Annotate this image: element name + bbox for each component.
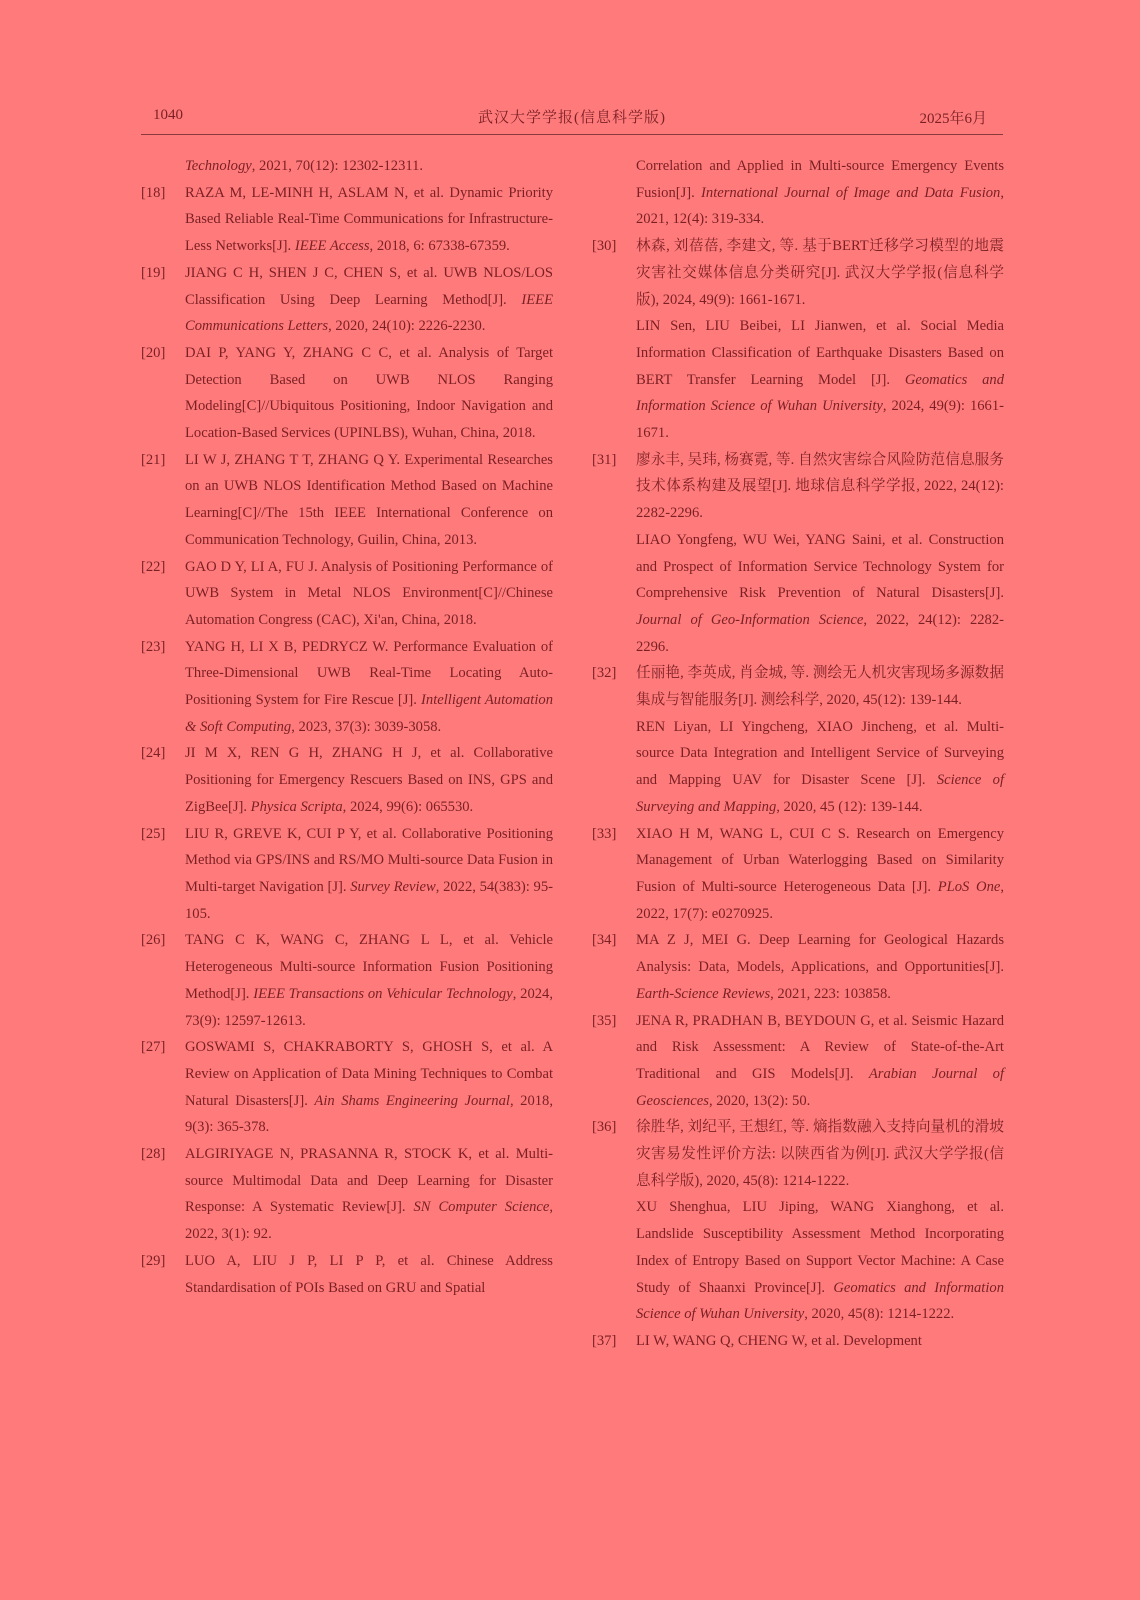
reference-citation-details: , 2022, 54(383): 95-105. [185, 878, 553, 922]
reference-number: [37] [592, 1332, 617, 1349]
reference-number: [19] [141, 264, 166, 281]
reference-text [636, 1328, 1004, 1355]
reference-source-title: PLoS One [937, 878, 1001, 895]
reference-citation-details: , 2018, 9(3): 365-378. [185, 1092, 553, 1136]
reference-body: ALGIRIYAGE N, PRASANNA R, STOCK K, et al. Multi-source Multimodal Data and Deep Learning for Disaster Response: A Systematic Review[J]. [185, 1146, 553, 1216]
reference-body: GOSWAMI S, CHAKRABORTY S, GHOSH S, et al. A Review on Application of Data Mining Techniques to Combat Natural Disasters[J]. [185, 1039, 553, 1109]
reference-number: [30] [592, 238, 617, 255]
reference-entry [141, 1034, 553, 1141]
reference-source-title: Technology [185, 158, 252, 174]
reference-text [185, 554, 553, 634]
reference-citation-details: , 2021, 223: 103858. [770, 985, 891, 1002]
reference-text [185, 447, 553, 554]
reference-citation-details: , 2020, 45(8): 1214-1222. [804, 1306, 955, 1323]
reference-entry [592, 821, 1004, 928]
reference-body: JENA R, PRADHAN B, BEYDOUN G, et al. Seismic Hazard and Risk Assessment: A Review of State-of-the-Art Traditional and GIS Models[J]. [636, 1012, 1004, 1082]
reference-number: [21] [141, 451, 166, 468]
reference-citation-details: , 2020, 24(10): 2226-2230. [328, 318, 486, 335]
journal-title: 武汉大学学报(信息科学版) [478, 110, 666, 126]
reference-text [185, 634, 553, 741]
reference-number: [32] [592, 665, 617, 682]
reference-body: MA Z J, MEI G. Deep Learning for Geological Hazards Analysis: Data, Models, Applications, and Opportunities[J]. [636, 932, 1004, 976]
reference-entry [141, 153, 553, 180]
reference-citation-details: , 2020, 13(2): 50. [708, 1092, 811, 1109]
reference-citation-details: , 2021, 12(4): 319-334. [636, 184, 1004, 228]
reference-text [636, 821, 1004, 928]
reference-citation-details: , 2018, 6: 67338-67359. [369, 238, 510, 255]
reference-text [185, 180, 553, 260]
reference-citation-details: , 2022, 24(12): 2282-2296. [636, 611, 1004, 655]
reference-citation-details: , 2022, 3(1): 92. [185, 1199, 554, 1243]
reference-text [185, 740, 553, 820]
reference-entry [592, 1114, 1004, 1328]
reference-text [185, 260, 553, 340]
reference-entry [141, 927, 553, 1034]
reference-body: DAI P, YANG Y, ZHANG C C, et al. Analysis of Target Detection Based on UWB NLOS Ranging Modeling[C]//Ubiquitous Positioning, Indoor Navigation and Location-Based Services (UPINLBS), Wuhan, China, 2018. [185, 344, 553, 442]
reference-body: REN Liyan, LI Yingcheng, XIAO Jincheng, et al. Multi-source Data Integration and Intelligent Service of Surveying and Mapping UAV for Disaster Scene [J]. [636, 718, 1004, 789]
reference-column-right [592, 153, 1004, 1355]
reference-citation-details: , 2020, 45 (12): 139-144. [776, 798, 923, 815]
reference-body: YANG H, LI X B, PEDRYCZ W. Performance Evaluation of Three-Dimensional UWB Real-Time Locating Auto-Positioning System for Fire Rescue [J]. [185, 638, 553, 709]
reference-body: XIAO H M, WANG L, CUI C S. Research on Emergency Management of Urban Waterlogging Based on Similarity Fusion of Multi-source Heterogeneous Data [J]. [636, 825, 1004, 895]
reference-body: JIANG C H, SHEN J C, CHEN S, et al. UWB NLOS/LOS Classification Using Deep Learning Method[J]. [185, 264, 553, 308]
reference-source-title: IEEE Communications Letters [185, 291, 553, 335]
reference-source-title: Survey Review [350, 878, 436, 895]
reference-chinese-text: 任丽艳, 李英成, 肖金城, 等. 测绘无人机灾害现场多源数据集成与智能服务[J]. 测绘科学, 2020, 45(12): 139-144. [636, 665, 1004, 709]
reference-number: [31] [592, 451, 617, 468]
reference-entry [592, 233, 1004, 447]
reference-entry [141, 1248, 553, 1301]
reference-text [636, 1194, 1004, 1328]
reference-body: LI W, WANG Q, CHENG W, et al. Development [636, 1332, 922, 1349]
reference-source-title: International Journal of Image and Data Fusion [701, 184, 1001, 201]
reference-body: XU Shenghua, LIU Jiping, WANG Xianghong, et al. Landslide Susceptibility Assessment Method Incorporating Index of Entropy Based on Support Vector Machine: A Case Study of Shaanxi Province[J]. [636, 1199, 1004, 1296]
reference-citation-details: , 2024, 73(9): 12597-12613. [185, 985, 553, 1029]
reference-text [185, 1248, 553, 1301]
reference-text [636, 527, 1004, 661]
reference-number: [26] [141, 932, 166, 949]
running-header [141, 104, 1003, 135]
reference-number: [24] [141, 745, 166, 762]
reference-number: [33] [592, 825, 617, 842]
reference-body: LIN Sen, LIU Beibei, LI Jianwen, et al. Social Media Information Classification of Earthquake Disasters Based on BERT Transfer Learning Model [J]. [636, 318, 1004, 388]
reference-source-title: Earth-Science Reviews [636, 985, 771, 1002]
reference-number: [23] [141, 638, 166, 655]
reference-body: LUO A, LIU J P, LI P P, et al. Chinese Address Standardisation of POIs Based on GRU and Spatial [185, 1252, 553, 1296]
reference-text [185, 927, 553, 1034]
reference-source-title: Intelligent Automation & Soft Computing [185, 692, 553, 735]
reference-source-title: Physica Scripta [250, 798, 343, 815]
reference-body: TANG C K, WANG C, ZHANG L L, et al. Vehicle Heterogeneous Multi-source Information Fusion Positioning Method[J]. [185, 932, 553, 1002]
reference-citation-details: , 2024, 49(9): 1661-1671. [636, 398, 1004, 442]
reference-source-title: IEEE Transactions on Vehicular Technology [253, 985, 513, 1002]
reference-citation-details: , 2022, 17(7): e0270925. [636, 878, 1004, 922]
reference-entry [592, 153, 1004, 233]
reference-entry [141, 1141, 553, 1248]
reference-body: LIAO Yongfeng, WU Wei, YANG Saini, et al. Construction and Prospect of Information Service Technology System for Comprehensive Risk Prevention of Natural Disasters[J]. [636, 531, 1004, 602]
reference-number: [25] [141, 825, 166, 842]
reference-entry [141, 447, 553, 554]
reference-body: RAZA M, LE-MINH H, ASLAM N, et al. Dynamic Priority Based Reliable Real-Time Communications for Infrastructure-Less Networks[J]. [185, 184, 553, 255]
reference-body: LIU R, GREVE K, CUI P Y, et al. Collaborative Positioning Method via GPS/INS and RS/MO Multi-source Data Fusion in Multi-target Navigation [J]. [185, 825, 553, 895]
reference-source-title: Science of Surveying and Mapping [636, 772, 1005, 815]
reference-text [636, 714, 1004, 821]
reference-number: [27] [141, 1039, 166, 1056]
reference-entry [141, 554, 553, 634]
reference-number: [35] [592, 1012, 617, 1029]
reference-citation-details: , 2021, 70(12): 12302-12311. [251, 158, 424, 174]
reference-source-title: Ain Shams Engineering Journal [314, 1092, 510, 1109]
reference-chinese-text: 廖永丰, 吴玮, 杨赛霓, 等. 自然灾害综合风险防范信息服务技术体系构建及展望[J]. 地球信息科学学报, 2022, 24(12): 2282-2296. [636, 451, 1004, 522]
reference-body: Correlation and Applied in Multi-source Emergency Events Fusion[J]. [636, 158, 1004, 201]
reference-number: [29] [141, 1252, 166, 1269]
reference-text [185, 1141, 553, 1248]
reference-entry [141, 180, 553, 260]
reference-entry [592, 1008, 1004, 1115]
reference-chinese-text: 林森, 刘蓓蓓, 李建文, 等. 基于BERT迁移学习模型的地震灾害社交媒体信息分类研究[J]. 武汉大学学报(信息科学版), 2024, 49(9): 1661-1671. [636, 238, 1004, 308]
reference-text [636, 313, 1004, 447]
reference-source-title: Geomatics and Information Science of Wuhan University [636, 1279, 1004, 1323]
reference-body: LI W J, ZHANG T T, ZHANG Q Y. Experimental Researches on an UWB NLOS Identification Method Based on Machine Learning[C]//The 15th IEEE International Conference on Communication Technology, Guilin, China, 2013. [185, 451, 553, 548]
reference-entry [141, 260, 553, 340]
reference-number: [34] [592, 932, 617, 949]
reference-text [636, 1008, 1004, 1115]
reference-entry [141, 740, 553, 820]
reference-entry [592, 660, 1004, 820]
reference-text [185, 153, 553, 180]
reference-source-title: Journal of Geo-Information Science [636, 611, 864, 628]
reference-number: [28] [141, 1146, 166, 1163]
reference-text [636, 153, 1004, 233]
reference-text [636, 927, 1004, 1007]
reference-entry [592, 1328, 1004, 1355]
reference-source-title: IEEE Access [294, 238, 370, 255]
reference-number: [22] [141, 558, 166, 575]
issue-date: 2025年6月 [919, 111, 987, 127]
reference-entry [592, 927, 1004, 1007]
reference-text [185, 340, 553, 447]
page-number: 1040 [153, 107, 183, 123]
reference-citation-details: , 2023, 37(3): 3039-3058. [291, 718, 442, 735]
reference-source-title: Arabian Journal of Geosciences [636, 1065, 1004, 1109]
reference-source-title: SN Computer Science [413, 1199, 550, 1216]
reference-entry [141, 340, 553, 447]
reference-body: JI M X, REN G H, ZHANG H J, et al. Collaborative Positioning for Emergency Rescuers Based on INS, GPS and ZigBee[J]. [185, 745, 553, 815]
reference-source-title: Geomatics and Information Science of Wuhan University [636, 371, 1004, 415]
reference-text [185, 821, 553, 928]
reference-citation-details: , 2024, 99(6): 065530. [342, 798, 474, 815]
reference-text [185, 1034, 553, 1141]
reference-entry [141, 821, 553, 928]
reference-chinese-text: 徐胜华, 刘纪平, 王想红, 等. 熵指数融入支持向量机的滑坡灾害易发性评价方法: 以陕西省为例[J]. 武汉大学学报(信息科学版), 2020, 45(8): 1214-1222. [636, 1119, 1004, 1189]
reference-entry [592, 447, 1004, 661]
reference-number: [18] [141, 184, 166, 201]
reference-column-left [141, 153, 553, 1301]
reference-body: GAO D Y, LI A, FU J. Analysis of Positioning Performance of UWB System in Metal NLOS Environment[C]//Chinese Automation Congress (CAC), Xi'an, China, 2018. [185, 558, 553, 628]
reference-number: [36] [592, 1119, 617, 1136]
reference-entry [141, 634, 553, 741]
reference-number: [20] [141, 344, 166, 361]
